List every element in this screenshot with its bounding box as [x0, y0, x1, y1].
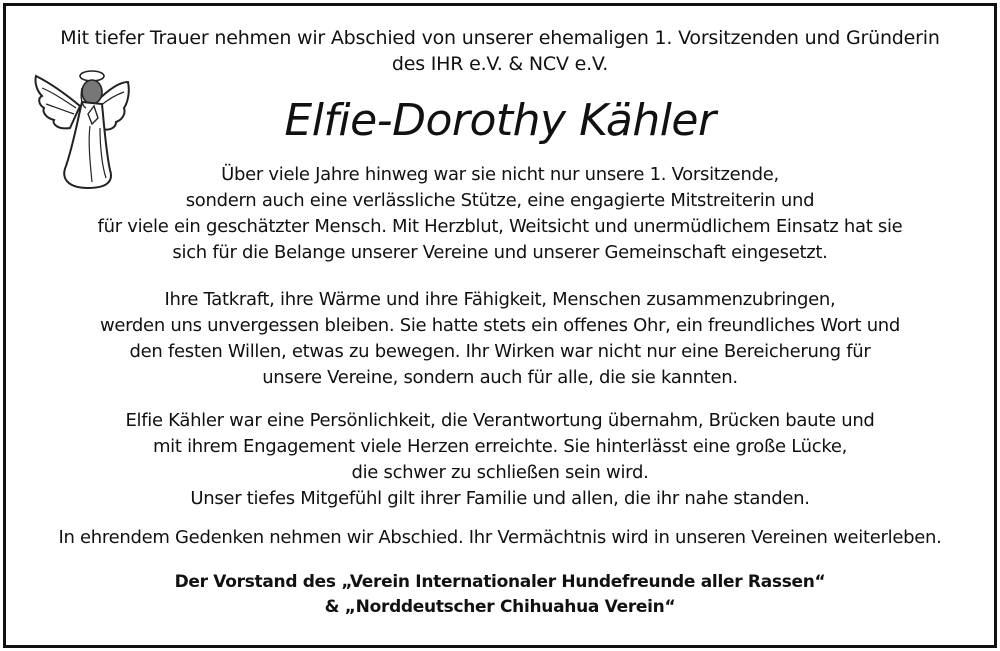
paragraph-line: die schwer zu schließen sein wird. — [351, 462, 649, 483]
intro-line-2: des IHR e.V. & NCV e.V. — [391, 53, 609, 75]
paragraph-line: sich für die Belange unserer Vereine und unserer Gemeinschaft eingesetzt. — [172, 242, 828, 263]
signature-line-2: & „Norddeutscher Chihuahua Verein“ — [324, 597, 676, 617]
paragraph-line: sondern auch eine verlässliche Stütze, eine engagierte Mitstreiterin und — [185, 190, 815, 211]
paragraph-line: Ihre Tatkraft, ihre Wärme und ihre Fähigkeit, Menschen zusammenzubringen, — [164, 289, 836, 310]
paragraph-line: werden uns unvergessen bleiben. Sie hatte stets ein offenes Ohr, ein freundliches Wort und — [99, 315, 901, 336]
paragraph-line: mit ihrem Engagement viele Herzen erreichte. Sie hinterlässt eine große Lücke, — [152, 436, 848, 457]
paragraph-line: unsere Vereine, sondern auch für alle, die sie kannten. — [262, 367, 738, 388]
paragraph-1 — [0, 162, 1000, 266]
paragraph-4 — [0, 525, 1000, 551]
signature-line-1: Der Vorstand des „Verein Internationaler Hundefreunde aller Rassen“ — [174, 572, 826, 592]
deceased-name: Elfie-Dorothy Kähler — [284, 95, 716, 146]
paragraph-line: Unser tiefes Mitgefühl gilt ihrer Familie und allen, die ihr nahe standen. — [190, 488, 810, 509]
intro-line-1: Mit tiefer Trauer nehmen wir Abschied von unserer ehemaligen 1. Vorsitzenden und Gründerin — [60, 27, 940, 49]
paragraph-line: In ehrendem Gedenken nehmen wir Abschied. Ihr Vermächtnis wird in unseren Vereinen weiterleben. — [58, 527, 942, 548]
paragraph-2 — [0, 287, 1000, 391]
paragraph-line: Elfie Kähler war eine Persönlichkeit, die Verantwortung übernahm, Brücken baute und — [125, 410, 875, 431]
paragraph-line: für viele ein geschätzter Mensch. Mit Herzblut, Weitsicht und unermüdlichem Einsatz hat sie — [97, 216, 903, 237]
paragraph-line: den festen Willen, etwas zu bewegen. Ihr Wirken war nicht nur eine Bereicherung für — [129, 341, 871, 362]
paragraph-line: Über viele Jahre hinweg war sie nicht nur unsere 1. Vorsitzende, — [221, 164, 779, 185]
paragraph-3 — [0, 408, 1000, 512]
